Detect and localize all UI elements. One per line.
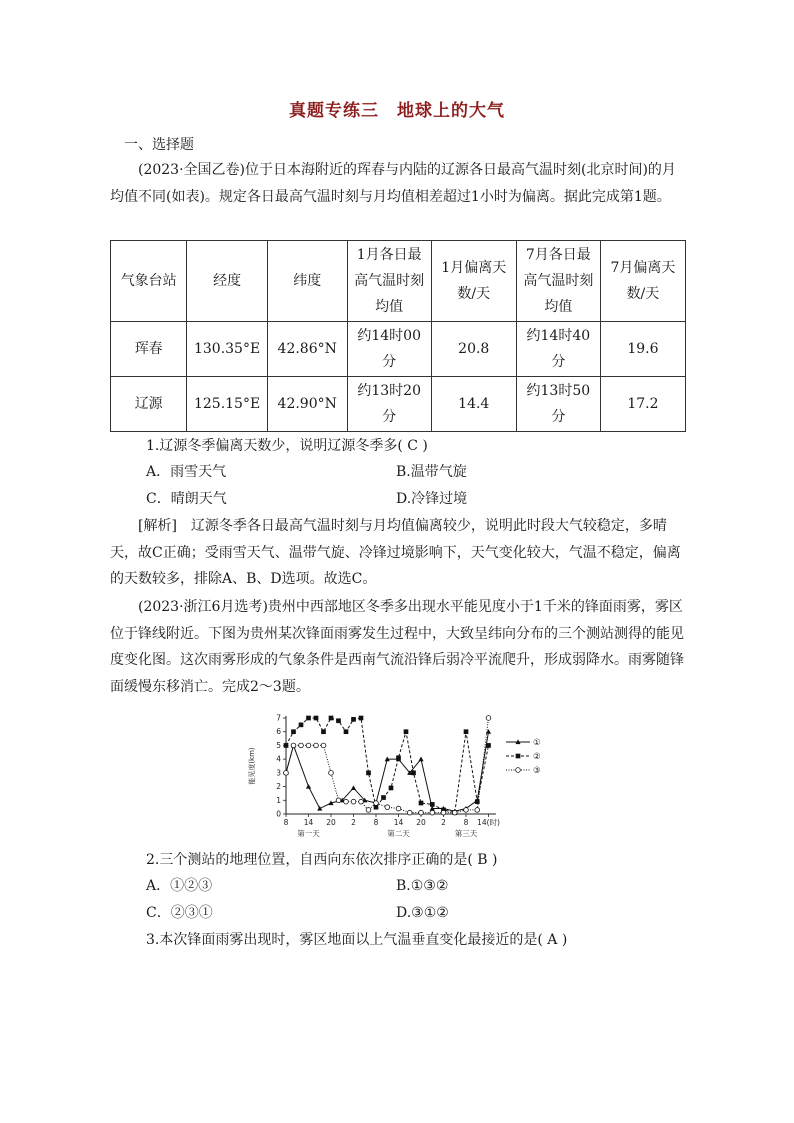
table-row — [111, 377, 686, 432]
day-label: 第三天 — [454, 829, 478, 838]
table-header-cell: 7月偏离天数/天 — [600, 241, 685, 322]
data-point-circle — [407, 810, 412, 815]
weather-station-table — [110, 240, 686, 432]
table-cell: 约13时50分 — [516, 377, 600, 432]
table-cell: 14.4 — [431, 377, 516, 432]
table-header-cell: 经度 — [187, 241, 267, 322]
data-point-circle — [366, 808, 371, 813]
data-point-circle — [452, 810, 457, 815]
y-tick-label: 2 — [276, 782, 281, 792]
data-point-square — [314, 716, 319, 721]
x-tick-label: 2 — [351, 818, 356, 827]
y-tick-label: 3 — [276, 768, 281, 778]
data-point-square — [475, 799, 480, 804]
chart-legend — [506, 738, 541, 776]
data-point-triangle — [351, 785, 356, 790]
x-tick-label: 20 — [326, 818, 336, 827]
table-cell: 珲春 — [111, 322, 187, 377]
analysis-paragraph: [解析] 辽源冬季各日最高气温时刻与月均值偏离较少，说明此时段大气较稳定，多晴天，故C正确；受雨雪天气、温带气旋、冷锋过境影响下，天气变化较大，气温不稳定，偏离的天数较多，排除A、B、D选项。故选C。 — [110, 518, 681, 587]
question-2-option-b: B.①③② — [396, 878, 449, 894]
chart-axes — [248, 713, 496, 814]
question-1-option-b: B.温带气旋 — [396, 464, 467, 480]
table-cell: 辽源 — [111, 377, 187, 432]
question-3-stem: 3.本次锋面雨雾出现时，雾区地面以上气温垂直变化最接近的是( A ) — [146, 932, 568, 948]
data-point-square — [464, 729, 469, 734]
data-point-circle — [284, 771, 289, 776]
data-point-square — [366, 771, 371, 776]
x-tick-label: 8 — [463, 818, 469, 827]
data-point-triangle — [306, 784, 311, 789]
table-cell: 约14时00分 — [347, 322, 431, 377]
x-tick-label: 8 — [373, 818, 379, 827]
x-tick-label: 14 — [303, 818, 314, 827]
data-point-circle — [359, 799, 364, 804]
table-header-cell: 纬度 — [267, 241, 347, 322]
data-point-circle — [321, 743, 326, 748]
data-point-circle — [385, 805, 390, 810]
legend-label-1: ① — [533, 738, 541, 748]
data-point-circle — [396, 806, 401, 811]
table-cell: 130.35°E — [187, 322, 267, 377]
data-point-square — [344, 729, 349, 734]
table-cell: 19.6 — [600, 322, 685, 377]
question-2-option-d: D.③①② — [396, 905, 449, 921]
data-point-circle — [516, 768, 521, 773]
chart-series — [283, 716, 491, 815]
intro-paragraph-2: (2023·浙江6月选考)贵州中西部地区冬季多出现水平能见度小于1千米的锋面雨雾，雾区位于锋线附近。下图为贵州某次锋面雨雾发生过程中，大致呈纬向分布的三个测站测得的能见度变化图。这次雨雾形成的气象条件是西南气流沿锋后弱冷平流爬升，形成弱降水。雨雾随锋面缓慢东移消亡。完成2～3题。 — [110, 599, 684, 695]
question-2-stem: 2.三个测站的地理位置，自西向东依次排序正确的是( B ) — [146, 852, 498, 868]
data-point-square — [306, 716, 311, 721]
data-point-circle — [336, 798, 341, 803]
data-point-circle — [314, 743, 319, 748]
legend-label-3: ③ — [533, 766, 541, 776]
y-tick-label: 0 — [276, 809, 281, 819]
section-heading: 一、选择题 — [124, 137, 194, 153]
data-point-square — [291, 729, 296, 734]
data-point-square — [411, 771, 416, 776]
x-tick-label: 14 — [393, 818, 404, 827]
y-tick-label: 1 — [276, 795, 281, 805]
data-point-circle — [291, 743, 296, 748]
data-point-square — [351, 717, 356, 722]
page-title: 真题专练三 地球上的大气 — [289, 101, 505, 121]
day-label: 第一天 — [297, 829, 320, 838]
data-point-triangle — [418, 757, 423, 762]
x-tick-label: 20 — [416, 818, 426, 827]
table-cell: 42.86°N — [267, 322, 347, 377]
data-point-square — [284, 743, 289, 748]
question-1-stem: 1.辽源冬季偏离天数少，说明辽源冬季多( C ) — [146, 438, 428, 454]
x-tick-label: 14(时) — [477, 818, 500, 827]
series-line-2 — [286, 718, 489, 813]
table-cell: 17.2 — [600, 377, 685, 432]
table-cell: 125.15°E — [187, 377, 267, 432]
table-cell: 约14时40分 — [516, 322, 600, 377]
data-point-circle — [486, 716, 491, 721]
y-tick-label: 7 — [276, 713, 281, 723]
table-header-cell: 1月各日最高气温时刻均值 — [347, 241, 431, 322]
data-point-square — [381, 795, 386, 800]
y-tick-label: 6 — [276, 727, 281, 737]
y-tick-label: 5 — [276, 740, 281, 750]
data-point-square — [321, 729, 326, 734]
data-point-square — [419, 801, 424, 806]
data-point-square — [359, 716, 364, 721]
table-header-cell: 7月各日最高气温时刻均值 — [516, 241, 600, 322]
data-point-circle — [475, 808, 480, 813]
visibility-line-chart — [248, 710, 548, 840]
table-header-row — [111, 241, 686, 322]
data-point-square — [336, 718, 341, 723]
table-header-cell: 1月偏离天数/天 — [431, 241, 516, 322]
data-point-square — [516, 754, 521, 759]
data-point-circle — [306, 743, 311, 748]
data-point-triangle — [317, 806, 322, 811]
day-label: 第二天 — [387, 829, 410, 838]
data-point-circle — [374, 801, 379, 806]
data-point-circle — [419, 810, 424, 815]
intro-paragraph-1: (2023·全国乙卷)位于日本海附近的珲春与内陆的辽源各日最高气温时刻(北京时间)的月均值不同(如表)。规定各日最高气温时刻与月均值相差超过1小时为偏离。据此完成第1题。 — [110, 162, 676, 205]
series-line-3 — [286, 718, 489, 813]
question-1-option-a: A．雨雪天气 — [146, 464, 227, 480]
data-point-circle — [344, 799, 349, 804]
data-point-circle — [464, 808, 469, 813]
x-tick-label: 8 — [283, 818, 289, 827]
data-point-square — [486, 743, 491, 748]
data-point-circle — [430, 810, 435, 815]
table-cell: 42.90°N — [267, 377, 347, 432]
data-point-square — [299, 723, 304, 728]
table-row — [111, 322, 686, 377]
data-point-square — [404, 729, 409, 734]
data-point-square — [430, 802, 435, 807]
data-point-square — [389, 786, 394, 791]
question-1-option-c: C．晴朗天气 — [146, 491, 227, 507]
data-point-circle — [441, 810, 446, 815]
table-header-cell: 气象台站 — [111, 241, 187, 322]
data-point-circle — [299, 743, 304, 748]
table-cell: 20.8 — [431, 322, 516, 377]
question-2-option-c: C．②③① — [146, 905, 213, 921]
data-point-square — [396, 755, 401, 760]
y-axis-label: 能见度(km) — [248, 747, 256, 785]
y-tick-label: 4 — [276, 754, 281, 764]
question-2-option-a: A．①②③ — [146, 878, 213, 894]
data-point-circle — [351, 799, 356, 804]
x-tick-label: 2 — [441, 818, 446, 827]
data-point-square — [329, 716, 334, 721]
question-1-option-d: D.冷锋过境 — [396, 491, 468, 507]
table-cell: 约13时20分 — [347, 377, 431, 432]
data-point-circle — [329, 771, 334, 776]
legend-label-2: ② — [533, 752, 541, 762]
